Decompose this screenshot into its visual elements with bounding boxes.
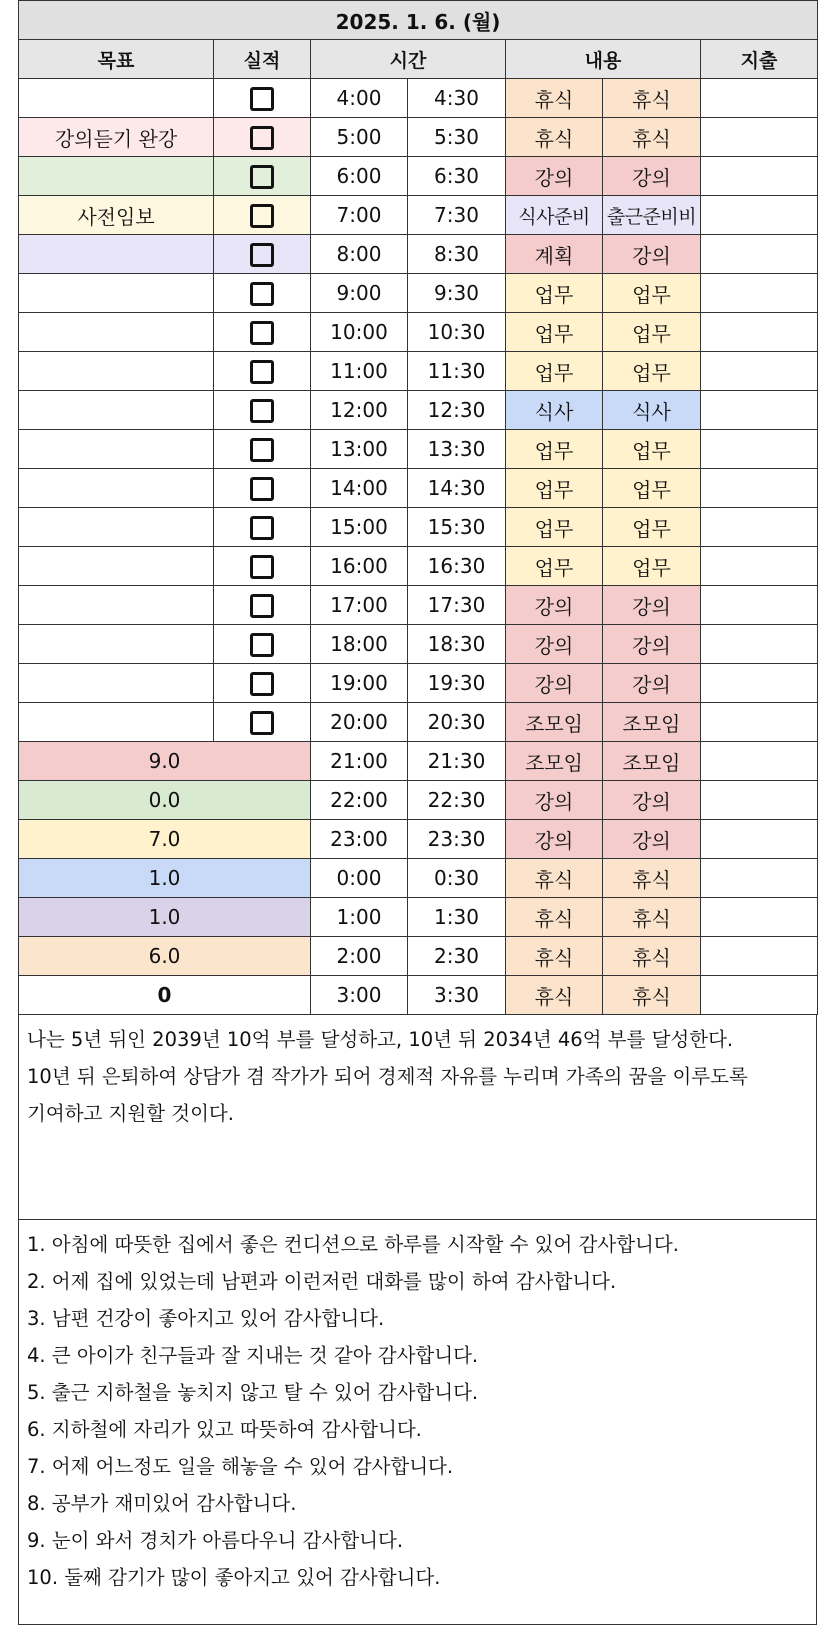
half-time: 8:30 xyxy=(408,235,506,274)
activity-cell[interactable]: 강의 xyxy=(603,820,701,859)
table-row xyxy=(19,859,818,898)
half-time: 17:30 xyxy=(408,586,506,625)
checkbox[interactable] xyxy=(250,282,274,306)
expense-cell[interactable] xyxy=(701,79,818,118)
goal-cell xyxy=(19,235,214,274)
goal-statement-line: 기여하고 지원할 것이다. xyxy=(27,1102,234,1125)
activity-cell[interactable]: 업무 xyxy=(603,352,701,391)
expense-cell[interactable] xyxy=(701,547,818,586)
start-time: 13:00 xyxy=(311,430,408,469)
gratitude-item: 9. 눈이 와서 경치가 아름다우니 감사합니다. xyxy=(27,1529,404,1552)
start-time: 2:00 xyxy=(311,937,408,976)
summary-hours-purple: 1.0 xyxy=(19,898,311,937)
half-time: 2:30 xyxy=(408,937,506,976)
table-row xyxy=(19,547,818,586)
summary-hours-orange: 6.0 xyxy=(19,937,311,976)
start-time: 23:00 xyxy=(311,820,408,859)
activity-cell[interactable]: 출근준비비 xyxy=(603,196,701,235)
checkbox[interactable] xyxy=(250,438,274,462)
expense-cell[interactable] xyxy=(701,586,818,625)
gratitude-item: 10. 둘째 감기가 많이 좋아지고 있어 감사합니다. xyxy=(27,1566,441,1589)
activity-cell[interactable]: 휴식 xyxy=(603,79,701,118)
checkbox[interactable] xyxy=(250,594,274,618)
date-title: 2025. 1. 6. (월) xyxy=(19,1,818,40)
gratitude-item: 2. 어제 집에 있었는데 남편과 이런저런 대화를 많이 하여 감사합니다. xyxy=(27,1270,617,1293)
gratitude-item: 5. 출근 지하철을 놓치지 않고 탈 수 있어 감사합니다. xyxy=(27,1381,479,1404)
activity-cell[interactable]: 휴식 xyxy=(506,937,603,976)
result-cell xyxy=(214,79,311,118)
activity-cell[interactable]: 식사 xyxy=(603,391,701,430)
expense-cell[interactable] xyxy=(701,898,818,937)
checkbox[interactable] xyxy=(250,555,274,579)
result-cell xyxy=(214,274,311,313)
half-time: 15:30 xyxy=(408,508,506,547)
result-cell xyxy=(214,235,311,274)
checkbox[interactable] xyxy=(250,477,274,501)
half-time: 21:30 xyxy=(408,742,506,781)
table-row xyxy=(19,586,818,625)
gratitude-item: 6. 지하철에 자리가 있고 따뜻하여 감사합니다. xyxy=(27,1418,422,1441)
checkbox[interactable] xyxy=(250,360,274,384)
expense-cell[interactable] xyxy=(701,742,818,781)
start-time: 9:00 xyxy=(311,274,408,313)
activity-cell[interactable]: 업무 xyxy=(506,430,603,469)
half-time: 22:30 xyxy=(408,781,506,820)
half-time: 16:30 xyxy=(408,547,506,586)
gratitude-list-box[interactable] xyxy=(18,1220,817,1625)
summary-hours-blue: 1.0 xyxy=(19,859,311,898)
checkbox[interactable] xyxy=(250,516,274,540)
start-time: 16:00 xyxy=(311,547,408,586)
activity-cell[interactable]: 조모임 xyxy=(506,703,603,742)
start-time: 7:00 xyxy=(311,196,408,235)
start-time: 15:00 xyxy=(311,508,408,547)
table-row xyxy=(19,391,818,430)
gratitude-item: 4. 큰 아이가 친구들과 잘 지내는 것 같아 감사합니다. xyxy=(27,1344,479,1367)
schedule-table xyxy=(18,0,818,1015)
gratitude-item: 7. 어제 어느정도 일을 해놓을 수 있어 감사합니다. xyxy=(27,1455,454,1478)
goal-cell xyxy=(19,586,214,625)
header-row xyxy=(19,40,818,79)
table-row xyxy=(19,352,818,391)
half-time: 5:30 xyxy=(408,118,506,157)
goal-cell xyxy=(19,625,214,664)
header-result: 실적 xyxy=(214,40,311,79)
expense-cell[interactable] xyxy=(701,235,818,274)
goal-cell xyxy=(19,664,214,703)
goal-cell xyxy=(19,469,214,508)
checkbox[interactable] xyxy=(250,633,274,657)
half-time: 19:30 xyxy=(408,664,506,703)
half-time: 14:30 xyxy=(408,469,506,508)
result-cell xyxy=(214,313,311,352)
activity-cell[interactable]: 휴식 xyxy=(603,937,701,976)
table-row xyxy=(19,625,818,664)
half-time: 9:30 xyxy=(408,274,506,313)
goal-statement-line: 나는 5년 뒤인 2039년 10억 부를 달성하고, 10년 뒤 2034년 46억 부를 달성한다. xyxy=(27,1028,734,1051)
result-cell xyxy=(214,703,311,742)
activity-cell[interactable]: 휴식 xyxy=(603,118,701,157)
activity-cell[interactable]: 업무 xyxy=(603,274,701,313)
activity-cell[interactable]: 업무 xyxy=(506,508,603,547)
activity-cell[interactable]: 조모임 xyxy=(506,742,603,781)
expense-cell[interactable] xyxy=(701,469,818,508)
result-cell xyxy=(214,664,311,703)
half-time: 3:30 xyxy=(408,976,506,1015)
result-cell xyxy=(214,391,311,430)
expense-cell[interactable] xyxy=(701,118,818,157)
activity-cell[interactable]: 업무 xyxy=(506,469,603,508)
start-time: 22:00 xyxy=(311,781,408,820)
start-time: 14:00 xyxy=(311,469,408,508)
expense-cell[interactable] xyxy=(701,391,818,430)
goal-cell xyxy=(19,508,214,547)
header-expense: 지출 xyxy=(701,40,818,79)
checkbox[interactable] xyxy=(250,165,274,189)
half-time: 11:30 xyxy=(408,352,506,391)
activity-cell[interactable]: 업무 xyxy=(603,508,701,547)
expense-cell[interactable] xyxy=(701,157,818,196)
expense-cell[interactable] xyxy=(701,274,818,313)
expense-cell[interactable] xyxy=(701,196,818,235)
half-time: 10:30 xyxy=(408,313,506,352)
activity-cell[interactable]: 휴식 xyxy=(603,898,701,937)
activity-cell[interactable]: 업무 xyxy=(506,313,603,352)
result-cell xyxy=(214,430,311,469)
start-time: 6:00 xyxy=(311,157,408,196)
table-row xyxy=(19,820,818,859)
activity-cell[interactable]: 업무 xyxy=(603,430,701,469)
activity-cell[interactable]: 휴식 xyxy=(603,976,701,1015)
start-time: 1:00 xyxy=(311,898,408,937)
activity-cell[interactable]: 강의 xyxy=(603,625,701,664)
checkbox[interactable] xyxy=(250,321,274,345)
activity-cell[interactable]: 강의 xyxy=(506,625,603,664)
half-time: 18:30 xyxy=(408,625,506,664)
half-time: 6:30 xyxy=(408,157,506,196)
goal-statement-box[interactable] xyxy=(18,1015,817,1220)
table-row xyxy=(19,976,818,1015)
table-row xyxy=(19,118,818,157)
checkbox[interactable] xyxy=(250,711,274,735)
table-row xyxy=(19,781,818,820)
table-row xyxy=(19,742,818,781)
checkbox[interactable] xyxy=(250,399,274,423)
half-time: 7:30 xyxy=(408,196,506,235)
expense-cell[interactable] xyxy=(701,937,818,976)
header-goal: 목표 xyxy=(19,40,214,79)
activity-cell[interactable]: 계획 xyxy=(506,235,603,274)
start-time: 5:00 xyxy=(311,118,408,157)
result-cell xyxy=(214,352,311,391)
table-row xyxy=(19,469,818,508)
goal-cell xyxy=(19,274,214,313)
activity-cell[interactable]: 업무 xyxy=(603,469,701,508)
expense-cell[interactable] xyxy=(701,859,818,898)
activity-cell[interactable]: 강의 xyxy=(603,157,701,196)
activity-cell[interactable]: 조모임 xyxy=(603,742,701,781)
expense-cell[interactable] xyxy=(701,508,818,547)
goal-cell xyxy=(19,352,214,391)
activity-cell[interactable]: 업무 xyxy=(603,313,701,352)
result-cell xyxy=(214,586,311,625)
expense-cell[interactable] xyxy=(701,781,818,820)
start-time: 10:00 xyxy=(311,313,408,352)
goal-cell xyxy=(19,547,214,586)
checkbox[interactable] xyxy=(250,243,274,267)
summary-hours-red: 9.0 xyxy=(19,742,311,781)
start-time: 17:00 xyxy=(311,586,408,625)
start-time: 21:00 xyxy=(311,742,408,781)
half-time: 1:30 xyxy=(408,898,506,937)
activity-cell[interactable]: 강의 xyxy=(506,664,603,703)
table-row xyxy=(19,898,818,937)
result-cell xyxy=(214,547,311,586)
activity-cell[interactable]: 휴식 xyxy=(506,79,603,118)
start-time: 20:00 xyxy=(311,703,408,742)
date-row xyxy=(19,1,818,40)
result-cell xyxy=(214,118,311,157)
activity-cell[interactable]: 업무 xyxy=(506,352,603,391)
table-row xyxy=(19,508,818,547)
table-row xyxy=(19,157,818,196)
expense-cell[interactable] xyxy=(701,664,818,703)
result-cell xyxy=(214,157,311,196)
header-content: 내용 xyxy=(506,40,701,79)
start-time: 8:00 xyxy=(311,235,408,274)
expense-cell[interactable] xyxy=(701,703,818,742)
activity-cell[interactable]: 강의 xyxy=(506,157,603,196)
summary-hours-yellow: 7.0 xyxy=(19,820,311,859)
start-time: 12:00 xyxy=(311,391,408,430)
result-cell xyxy=(214,508,311,547)
goal-cell xyxy=(19,703,214,742)
checkbox[interactable] xyxy=(250,126,274,150)
table-row xyxy=(19,313,818,352)
start-time: 19:00 xyxy=(311,664,408,703)
summary-hours-green: 0.0 xyxy=(19,781,311,820)
half-time: 4:30 xyxy=(408,79,506,118)
expense-cell[interactable] xyxy=(701,430,818,469)
activity-cell[interactable]: 휴식 xyxy=(506,898,603,937)
half-time: 0:30 xyxy=(408,859,506,898)
activity-cell[interactable]: 식사 xyxy=(506,391,603,430)
start-time: 11:00 xyxy=(311,352,408,391)
goal-cell xyxy=(19,157,214,196)
activity-cell[interactable]: 조모임 xyxy=(603,703,701,742)
activity-cell[interactable]: 강의 xyxy=(603,664,701,703)
goal-cell xyxy=(19,430,214,469)
result-cell xyxy=(214,196,311,235)
activity-cell[interactable]: 업무 xyxy=(506,274,603,313)
expense-cell[interactable] xyxy=(701,820,818,859)
summary-total: 0 xyxy=(19,976,311,1015)
daily-planner-sheet xyxy=(18,0,817,1625)
result-cell xyxy=(214,469,311,508)
start-time: 4:00 xyxy=(311,79,408,118)
checkbox[interactable] xyxy=(250,204,274,228)
goal-cell xyxy=(19,313,214,352)
half-time: 23:30 xyxy=(408,820,506,859)
activity-cell[interactable]: 휴식 xyxy=(506,859,603,898)
start-time: 0:00 xyxy=(311,859,408,898)
activity-cell[interactable]: 강의 xyxy=(603,781,701,820)
start-time: 18:00 xyxy=(311,625,408,664)
activity-cell[interactable]: 휴식 xyxy=(506,976,603,1015)
gratitude-item: 3. 남편 건강이 좋아지고 있어 감사합니다. xyxy=(27,1307,385,1330)
table-row xyxy=(19,664,818,703)
half-time: 20:30 xyxy=(408,703,506,742)
table-row xyxy=(19,937,818,976)
table-row xyxy=(19,196,818,235)
activity-cell[interactable]: 휴식 xyxy=(506,118,603,157)
goal-statement-line: 10년 뒤 은퇴하여 상담가 겸 작가가 되어 경제적 자유를 누리며 가족의 꿈을 이루도록 xyxy=(27,1065,748,1088)
expense-cell[interactable] xyxy=(701,625,818,664)
gratitude-item: 8. 공부가 재미있어 감사합니다. xyxy=(27,1492,297,1515)
gratitude-item: 1. 아침에 따뜻한 집에서 좋은 컨디션으로 하루를 시작할 수 있어 감사합니다. xyxy=(27,1233,679,1256)
activity-cell[interactable]: 강의 xyxy=(506,586,603,625)
activity-cell[interactable]: 업무 xyxy=(603,547,701,586)
expense-cell[interactable] xyxy=(701,352,818,391)
result-cell xyxy=(214,625,311,664)
activity-cell[interactable]: 식사준비 xyxy=(506,196,603,235)
activity-cell[interactable]: 강의 xyxy=(603,235,701,274)
half-time: 13:30 xyxy=(408,430,506,469)
activity-cell[interactable]: 강의 xyxy=(506,820,603,859)
table-row xyxy=(19,703,818,742)
goal-cell xyxy=(19,391,214,430)
goal-cell xyxy=(19,79,214,118)
checkbox[interactable] xyxy=(250,87,274,111)
checkbox[interactable] xyxy=(250,672,274,696)
table-row xyxy=(19,79,818,118)
start-time: 3:00 xyxy=(311,976,408,1015)
half-time: 12:30 xyxy=(408,391,506,430)
table-row xyxy=(19,274,818,313)
activity-cell[interactable]: 강의 xyxy=(603,586,701,625)
header-time: 시간 xyxy=(311,40,506,79)
goal-cell: 사전임보 xyxy=(19,196,214,235)
goal-cell: 강의듣기 완강 xyxy=(19,118,214,157)
table-row xyxy=(19,430,818,469)
activity-cell[interactable]: 휴식 xyxy=(603,859,701,898)
expense-cell[interactable] xyxy=(701,976,818,1015)
expense-cell[interactable] xyxy=(701,313,818,352)
table-row xyxy=(19,235,818,274)
activity-cell[interactable]: 업무 xyxy=(506,547,603,586)
activity-cell[interactable]: 강의 xyxy=(506,781,603,820)
